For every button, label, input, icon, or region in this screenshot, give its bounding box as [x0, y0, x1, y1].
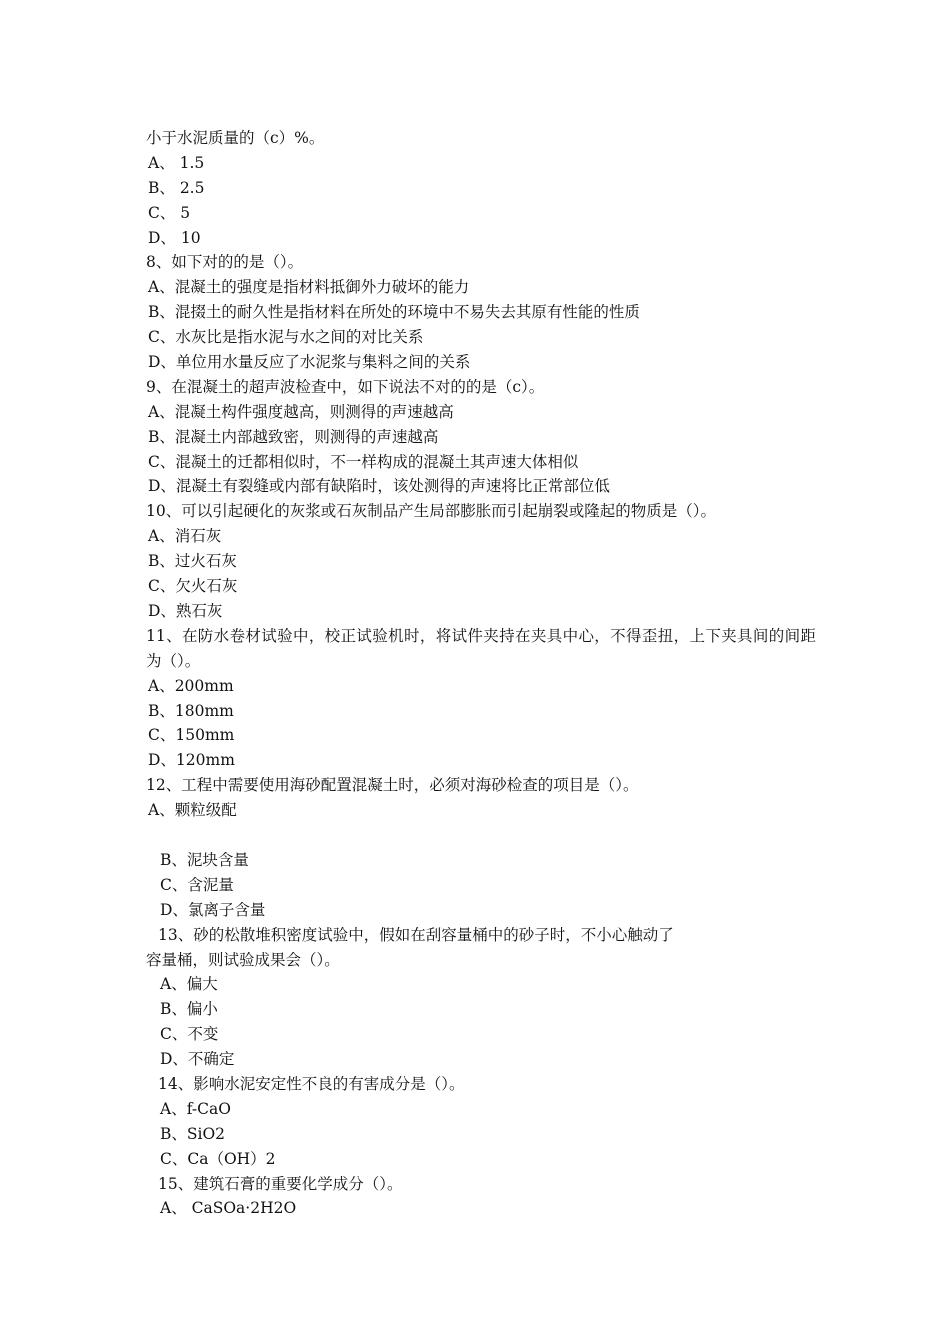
answer-option: D、 10: [148, 228, 201, 247]
answer-option: A、偏大: [160, 975, 218, 994]
question-text: 15、建筑石膏的重要化学成分（）。: [158, 1174, 403, 1193]
answer-option: D、不确定: [160, 1050, 235, 1069]
question-text: 9、在混凝土的超声波检查中，如下说法不对的的是（c）。: [146, 377, 545, 396]
answer-option: A、200mm: [148, 676, 234, 695]
answer-option: D、氯离子含量: [160, 900, 266, 919]
question-text: 13、砂的松散堆积密度试验中，假如在刮容量桶中的砂子时，不小心触动了: [158, 925, 674, 944]
answer-option: B、 2.5: [148, 178, 205, 197]
answer-option: B、180mm: [148, 701, 234, 720]
answer-option: C、水灰比是指水泥与水之间的对比关系: [148, 328, 424, 347]
question-text: 14、影响水泥安定性不良的有害成分是（）。: [158, 1075, 465, 1094]
answer-option: B、泥块含量: [160, 851, 249, 869]
question-block-lower: [146, 848, 816, 1221]
question-text: 小于水泥质量的（c）%。: [146, 129, 325, 147]
answer-option: D、混凝土有裂缝或内部有缺陷时，该处测得的声速将比正常部位低: [148, 477, 610, 496]
answer-option: D、熟石灰: [148, 601, 223, 620]
answer-option: C、不变: [160, 1025, 219, 1044]
answer-option: C、欠火石灰: [148, 577, 238, 596]
answer-option: C、Ca（OH）2: [160, 1149, 276, 1168]
answer-option: C、含泥量: [160, 875, 234, 894]
question-text: 容量桶，则试验成果会（）。: [146, 950, 340, 969]
question-text: 8、如下对的的是（）。: [146, 253, 304, 272]
answer-option: C、150mm: [148, 726, 235, 745]
question-text: 10、可以引起硬化的灰浆或石灰制品产生局部膨胀而引起崩裂或隆起的物质是（）。: [146, 502, 716, 521]
answer-option: B、过火石灰: [148, 552, 237, 571]
answer-option: D、120mm: [148, 751, 235, 770]
question-block-upper: [146, 126, 816, 823]
answer-option: C、 5: [148, 203, 191, 222]
answer-option: A、 1.5: [148, 153, 205, 172]
answer-option: A、f-CaO: [160, 1099, 231, 1118]
answer-option: B、混凝土内部越致密，则测得的声速越高: [148, 427, 439, 446]
question-text: 11、在防水卷材试验中，校正试验机时，将试件夹持在夹具中心，不得歪扭，上下夹具间的间距为（）。: [146, 626, 816, 670]
answer-option: A、 CaSOa·2H2O: [160, 1199, 297, 1218]
answer-option: B、SiO2: [160, 1124, 226, 1143]
answer-option: B、混掇土的耐久性是指材料在所处的环境中不易失去其原有性能的性质: [148, 303, 640, 322]
question-text: 12、工程中需要使用海砂配置混凝土时，必须对海砂检查的项目是（）。: [146, 776, 639, 795]
answer-option: A、混凝土的强度是指材料抵御外力破坏的能力: [148, 278, 470, 297]
answer-option: A、消石灰: [148, 527, 222, 546]
answer-option: D、单位用水量反应了水泥浆与集料之间的关系: [148, 353, 471, 372]
answer-option: C、混凝土的迁都相似时，不一样构成的混凝土其声速大体相似: [148, 452, 579, 471]
answer-option: B、偏小: [160, 1000, 218, 1019]
answer-option: A、颗粒级配: [148, 801, 237, 820]
answer-option: A、混凝土构件强度越高，则测得的声速越高: [148, 402, 454, 421]
